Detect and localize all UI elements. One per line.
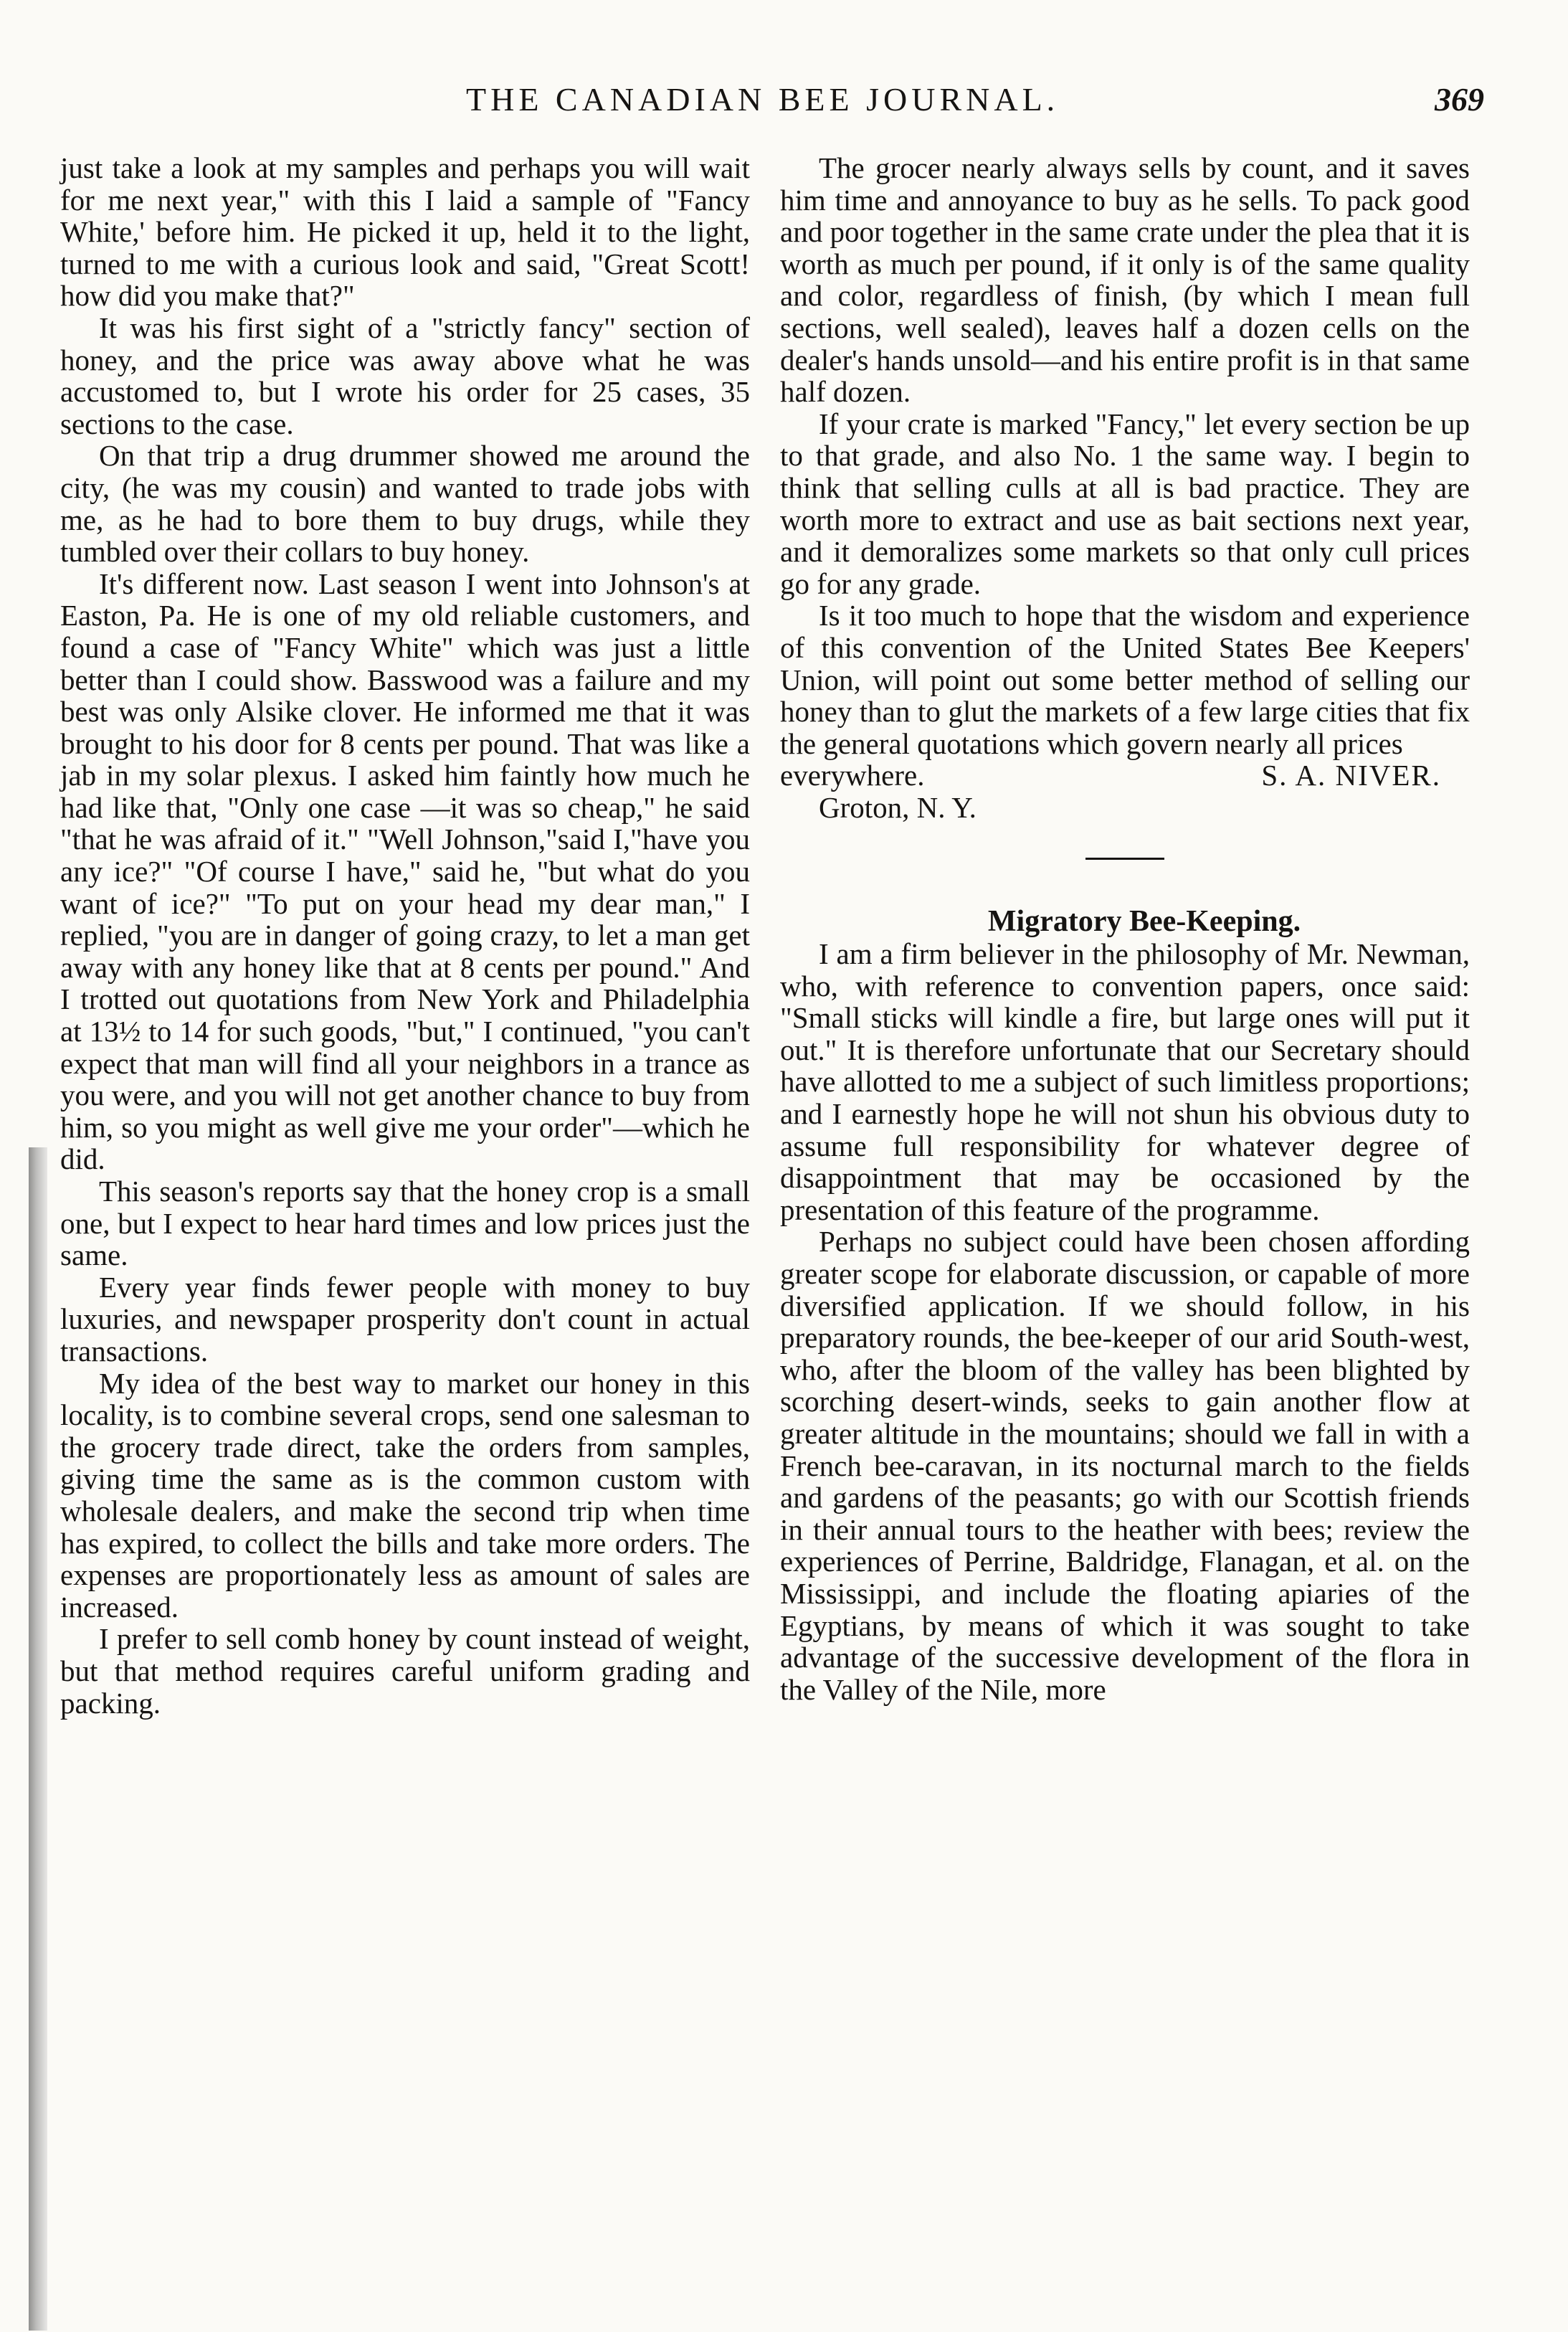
- page-number: 369: [1435, 81, 1484, 118]
- signature-line: [780, 759, 1470, 792]
- paragraph: I prefer to sell comb honey by count instead of weight, but that method requires careful uniform grading and packing.: [60, 1622, 750, 1720]
- paragraph: On that trip a drug drummer showed me around the city, (he was my cousin) and wanted to trade jobs with me, as he had to bore them to buy drugs, while they tumbled over their collars to buy honey.: [60, 439, 750, 569]
- left-column: [60, 152, 750, 1719]
- page-header: [65, 80, 1498, 131]
- paragraph: just take a look at my samples and perhaps you will wait for me next year," with this I laid a sample of "Fancy White,' before him. He picked it up, held it to the light, turned to me with a curious look and said, "Great Scott! how did you make that?": [60, 151, 750, 313]
- section-divider: [1085, 858, 1164, 860]
- journal-title: THE CANADIAN BEE JOURNAL.: [466, 81, 1060, 118]
- right-column: [780, 152, 1470, 1705]
- paragraph: The grocer nearly always sells by count, and it saves him time and annoyance to buy as he sells. To pack good and poor together in the same crate under the plea that it is worth as much per pound, if it only is of the same quality and color, regardless of finish, (by which I mean full sections, well sealed), leaves half a dozen cells on the dealer's hands unsold—and his entire profit is in that same half dozen.: [780, 151, 1470, 409]
- paragraph: My idea of the best way to market our honey in this locality, is to combine several crops, send one salesman to the grocery trade direct, take the orders from samples, giving time the same as is the common custom with wholesale dealers, and make the second trip when time has expired, to collect the bills and take more orders. The expenses are proportionately less as amount of sales are increased.: [60, 1366, 750, 1624]
- paragraph: It was his first sight of a "strictly fancy" section of honey, and the price was away above what he was accustomed to, but I wrote his order for 25 cases, 35 sections to the case.: [60, 311, 750, 440]
- paragraph: If your crate is marked "Fancy," let every section be up to that grade, and also No. 1 the same way. I begin to think that selling culls at all is bad practice. They are worth more to extract and use as bait sections next year, and it demoralizes some markets so that only cull prices go for any grade.: [780, 407, 1470, 600]
- author-place: Groton, N. Y.: [819, 790, 977, 824]
- scan-edge-shadow: [29, 1147, 47, 2331]
- paragraph: I am a firm believer in the philosophy of Mr. Newman, who, with reference to convention papers, once said: "Small sticks will kindle a fire, but large ones will put it out." It is therefore unfortunate that our Secretary should have allotted to me a subject of such limitless proportions; and I earnestly hope he will not shun his obvious duty to assume full responsibility for whatever degree of disappointment that may be occasioned by the presentation of this feature of the programme.: [780, 937, 1470, 1226]
- paragraph: This season's reports say that the honey crop is a small one, but I expect to hear hard times and low prices just the same.: [60, 1175, 750, 1272]
- paragraph: Perhaps no subject could have been chosen affording greater scope for elaborate discussion, or capable of more diversified application. If we should follow, in his preparatory rounds, the bee-keeper of our arid South-west, who, after the bloom of the valley has been blighted by scorching desert-winds, seeks to gain another flow at greater altitude in the mountains; should we fall in with a French bee-caravan, in its nocturnal march to the fields and gardens of the peasants; go with our Scottish friends in their annual tours to the heather with bees; review the experiences of Perrine, Baldridge, Flanagan, et al. on the Mississippi, and include the floating apiaries of the Egyptians, by means of which it was sought to take advantage of the successive development of the flora in the Valley of the Nile, more: [780, 1225, 1470, 1706]
- section-heading: Migratory Bee-Keeping.: [987, 905, 1301, 939]
- author-signature: S. A. NIVER.: [1261, 759, 1441, 792]
- paragraph: Is it too much to hope that the wisdom and experience of this convention of the United States Bee Keepers' Union, will point out some better method of selling our honey than to glut the markets of a few large cities that fix the general quotations which govern nearly all prices: [780, 599, 1470, 760]
- paragraph-ending: everywhere.: [780, 759, 925, 792]
- paragraph: It's different now. Last season I went into Johnson's at Easton, Pa. He is one of my old reliable customers, and found a case of "Fancy White" which was just a little better than I could show. Basswood was a failure and my best was only Alsike clover. He informed me that it was brought to his door for 8 cents per pound. That was like a jab in my solar plexus. I asked him faintly how much he had like that, "Only one case —it was so cheap," he said "that he was afraid of it." "Well Johnson,"said I,"have you any ice?" "Of course I have," said he, "but what do you want of ice?" "To put on your head my dear man," I replied, "you are in danger of going crazy, to let a man get away with any honey like that at 8 cents per pound." And I trotted out quotations from New York and Philadelphia at 13½ to 14 for such goods, "but," I continued, "you can't expect that man will find all your neighbors in a trance as you were, and you will not get another chance to buy from him, so you might as well give me your order"—which he did.: [60, 567, 750, 1176]
- paragraph: Every year finds fewer people with money to buy luxuries, and newspaper prosperity don't count in actual transactions.: [60, 1270, 750, 1368]
